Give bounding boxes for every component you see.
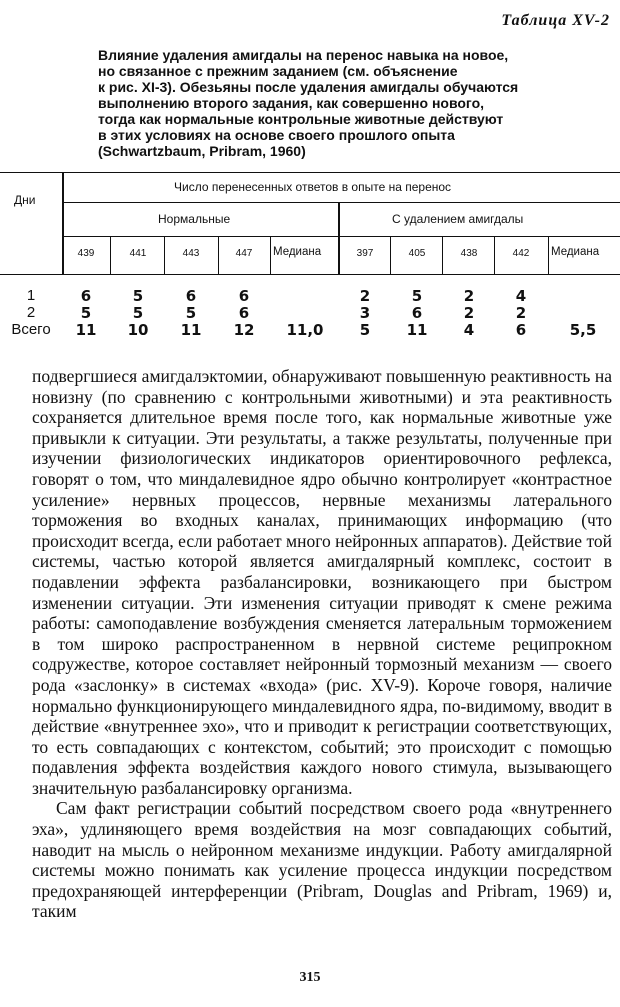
table-cell: 11 (180, 321, 202, 339)
subject-header: 442 (512, 248, 530, 259)
table-cell: 5 (411, 287, 423, 305)
table-label: Таблица XV-2 (501, 12, 610, 29)
caption-line: выполнению второго задания, как совершенно нового, (98, 95, 485, 111)
median-header: Медиана (551, 246, 600, 258)
table-top-rule (0, 172, 620, 173)
caption-line: к рис. XI-3). Обезьяны после удаления амигдалы обучаются (98, 79, 519, 95)
subject-header: 447 (235, 248, 253, 259)
table-header-bottom-rule (0, 274, 620, 275)
table-cell: 4 (463, 321, 475, 339)
table-cell: 5 (132, 287, 144, 305)
table-cell: 6 (515, 321, 527, 339)
caption-line: но связанное с прежним заданием (см. объяснение (98, 63, 458, 79)
table-caption (98, 47, 608, 159)
paragraph: подвергшиеся амигдалэктомии, обнаруживают повышенную реактивность на новизну (по сравнению с контрольными животными) и эта реактивность сохраняется длительное время после того, как нормальные животные уже привыкли к ситуации. Эти результаты, а также результаты, полученные при изучении физиологических индикаторов ориентировочного рефлекса, говорят о том, что миндалевидное ядро обычно контролирует «контрастное усиление» нервных процессов, нервные механизмы латерального торможения во входных каналах, принимающих информацию (что происходит всегда, если работает много нейронных аппаратов). Действие той системы, частью которой является амигдалярный комплекс, состоит в подавлении эффекта разбалансировки, возникающего при быстром изменении ситуации. Эти изменения ситуации приводят к смене режима работы: самоподавление возбуждения сменяется латеральным торможением в том широко распространенном в нервной системе реципрокном содружестве, которое составляет нейронный тормозный механизм — своего рода «заслонку» в системах «входа» (рис. XV-9). Короче говоря, наличие нормально функционирующего миндалевидного ядра, по-видимому, вводит в действие «внутреннее эхо», что и приводит к регистрации соответствующих, то есть совпадающих с контекстом, событий; это происходит с помощью подавления эффекта воздействия каждого нового стимула, вызывающего значительную разбалансировку организма. (32, 366, 612, 798)
table-divider (62, 173, 64, 274)
normal-group-header: Нормальные (158, 212, 231, 226)
table-divider (62, 202, 620, 203)
page-number: 315 (299, 970, 321, 985)
caption-line: (Schwartzbaum, Pribram, 1960) (98, 143, 306, 159)
table-cell: 5 (185, 304, 197, 322)
table-cell: 4 (515, 287, 527, 305)
body-text (32, 366, 612, 922)
subject-header: 439 (77, 248, 95, 259)
table-divider (548, 237, 549, 274)
subject-header: 405 (408, 248, 426, 259)
table-divider (390, 237, 391, 274)
table-cell: 5 (132, 304, 144, 322)
table-cell: 11 (406, 321, 428, 339)
table-cell: 6 (185, 287, 197, 305)
caption-line: Влияние удаления амигдалы на перенос навыка на новое, (98, 47, 509, 63)
table-cell: 6 (238, 287, 250, 305)
row-label: 1 (26, 287, 36, 304)
table-cell: 6 (411, 304, 423, 322)
table-divider (164, 237, 165, 274)
removed-group-header: С удалением амигдалы (392, 212, 524, 226)
median-cell: 5,5 (569, 321, 597, 339)
row-label: 2 (26, 304, 36, 321)
table-cell: 10 (127, 321, 149, 339)
table-cell: 5 (359, 321, 371, 339)
subject-header: 441 (129, 248, 147, 259)
median-cell: 11,0 (286, 321, 324, 339)
table-divider (494, 237, 495, 274)
table-cell: 2 (359, 287, 371, 305)
table-cell: 5 (80, 304, 92, 322)
table-divider (62, 236, 620, 237)
table-cell: 6 (238, 304, 250, 322)
median-header: Медиана (273, 246, 322, 258)
table-divider (218, 237, 219, 274)
table-cell: 3 (359, 304, 371, 322)
table-cell: 6 (80, 287, 92, 305)
subject-header: 397 (356, 248, 374, 259)
table-divider (270, 237, 271, 274)
subject-header: 443 (182, 248, 200, 259)
table-cell: 2 (515, 304, 527, 322)
table-cell: 12 (233, 321, 255, 339)
days-column-header: Дни (14, 193, 36, 207)
table-divider (338, 203, 340, 274)
subject-header: 438 (460, 248, 478, 259)
table-cell: 2 (463, 287, 475, 305)
paragraph: Сам факт регистрации событий посредством своего рода «внутреннего эха», удлиняющего время воздействия на мозг совпадающих событий, наводит на мысль о нейронном механизме индукции. Работу амигдалярной системы можно понимать как усиление процесса индукции посредством предохраняющей интерференции (Pribram, Douglas and Pribram, 1969) и, таким (32, 798, 612, 922)
caption-line: в этих условиях на основе своего прошлого опыта (98, 127, 455, 143)
table-divider (110, 237, 111, 274)
caption-line: тогда как нормальные контрольные животные действуют (98, 111, 504, 127)
row-label: Всего (11, 321, 51, 338)
table-divider (442, 237, 443, 274)
table-cell: 2 (463, 304, 475, 322)
group-header: Число перенесенных ответов в опыте на перенос (174, 180, 452, 194)
table-cell: 11 (75, 321, 97, 339)
